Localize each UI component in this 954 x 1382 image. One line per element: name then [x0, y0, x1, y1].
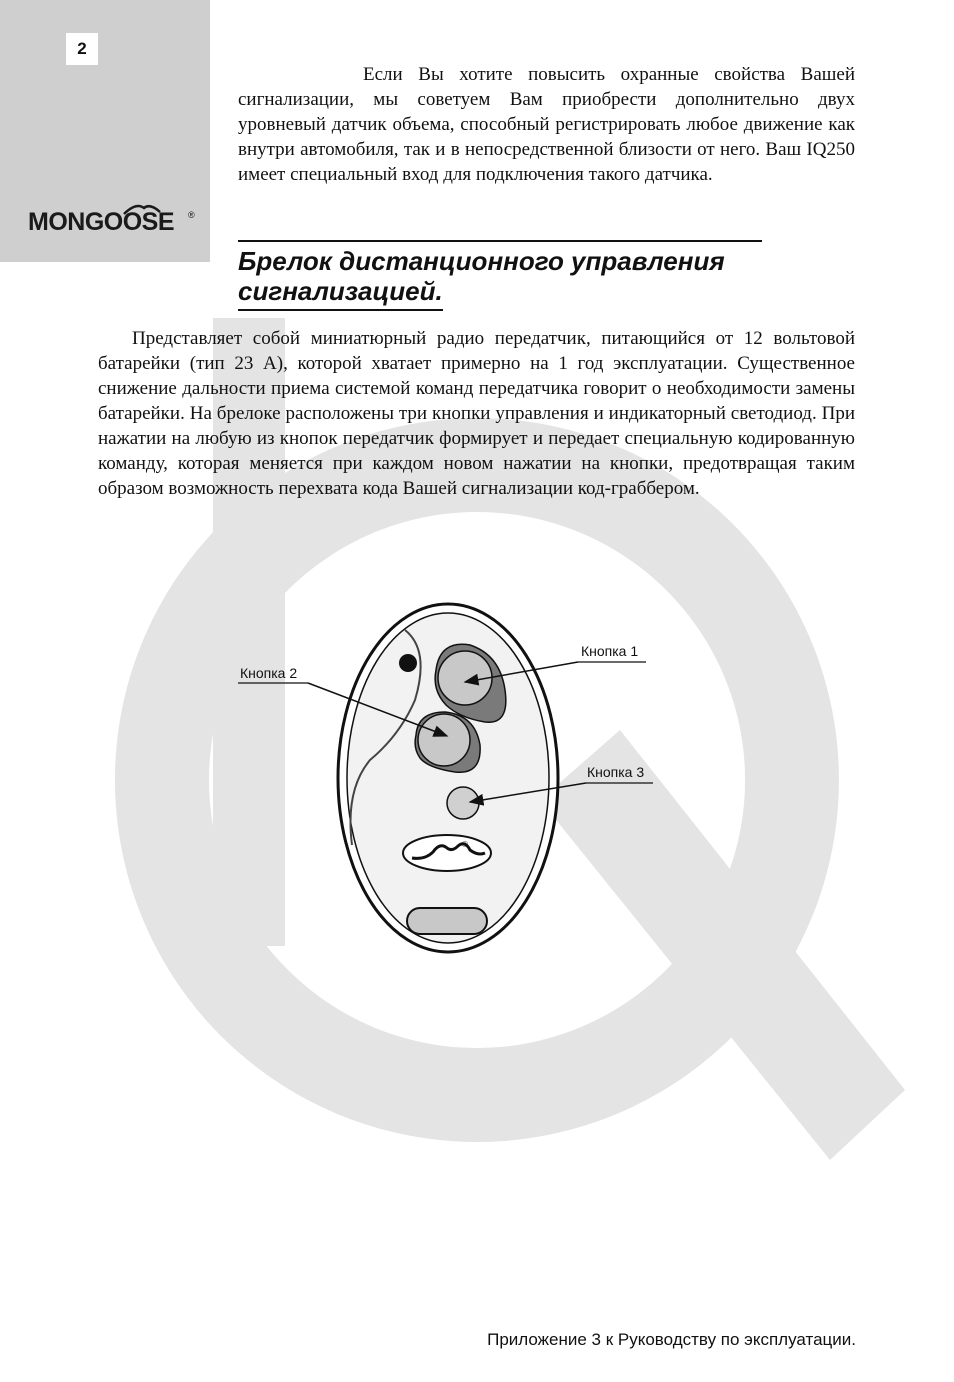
led-indicator-icon — [399, 654, 417, 672]
logo-wordmark: MONGOOSE — [28, 208, 175, 236]
intro-paragraph: Если Вы хотите повысить охранные свойства Вашей сигнализации, мы советуем Вам приобрести дополнительно двух уровневый датчик объема, способный регистрировать любое движение как внутри автомобиля, так и в непосредственной близости от него. Ваш IQ250 имеет специальный вход для подключения такого датчика. — [238, 64, 855, 185]
section-heading-line1: Брелок дистанционного управления — [238, 246, 725, 276]
callout-button-2-label: Кнопка 2 — [240, 665, 298, 681]
section-body-paragraph: Представляет собой миниатюрный радио передатчик, питающийся от 12 вольтовой батарейки (тип 23 А), которой хватает примерно на 1 год эксплуатации. Существенное снижение дальности приема системой команд передатчика говорит о необходимости замены батарейки. На брелоке расположены три кнопки управления и индикаторный светодиод. При нажатии на любую из кнопок передатчик формирует и передает специальную кодированную команду, которая меняется при каждом новом нажатии на кнопки, предотвращая таким образом возможность перехвата кода Вашей сигнализации код-граббером. — [98, 328, 855, 499]
callout-button-1-label: Кнопка 1 — [581, 643, 639, 659]
fob-logo-emblem-icon — [403, 835, 491, 871]
logo-registered-mark: ® — [188, 210, 195, 220]
fob-logo-registered-mark: ® — [462, 840, 468, 849]
fob-bottom-grip — [407, 908, 487, 934]
page-number: 2 — [66, 33, 98, 65]
button-3-icon[interactable] — [447, 787, 479, 819]
callout-button-3-label: Кнопка 3 — [587, 764, 645, 780]
section-heading-line2: сигнализацией. — [238, 276, 443, 311]
page-footer: Приложение 3 к Руководству по эксплуатации. — [487, 1330, 856, 1349]
